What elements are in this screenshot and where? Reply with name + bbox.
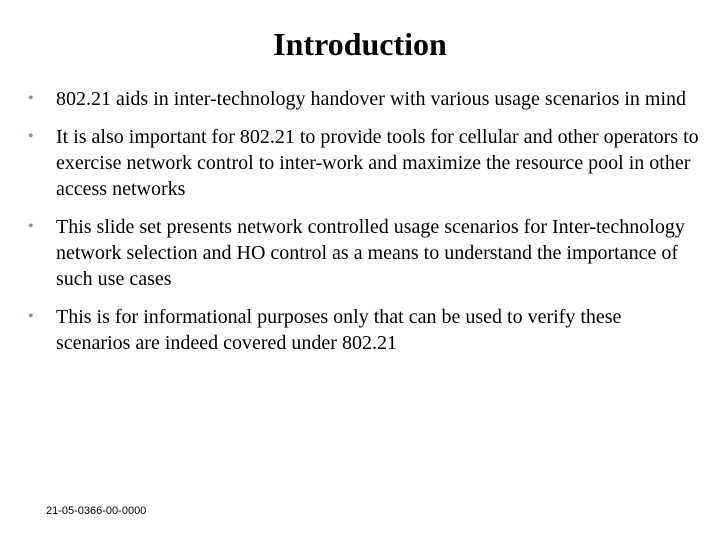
bullet-text: This is for informational purposes only that can be used to verify these scenarios are indeed covered under 802.21: [56, 306, 622, 354]
bullet-text: 802.21 aids in inter-technology handover with various usage scenarios in mind: [56, 88, 687, 110]
bullet-item: [28, 214, 700, 292]
document-number-footer: 21-05-0366-00-0000: [46, 505, 147, 517]
bullet-item: [28, 124, 700, 202]
bullet-icon: •: [28, 90, 34, 107]
bullet-item: [28, 304, 700, 356]
bullet-text: This slide set presents network controlled usage scenarios for Inter-technology network selection and HO control as a means to understand the importance of such use cases: [56, 216, 685, 290]
bullet-text: It is also important for 802.21 to provide tools for cellular and other operators to exercise network control to inter-work and maximize the resource pool in other access networks: [56, 126, 699, 200]
bullet-icon: •: [28, 218, 34, 235]
bullet-list: [28, 86, 700, 368]
bullet-icon: •: [28, 308, 34, 325]
slide-title: Introduction: [273, 26, 447, 62]
bullet-icon: •: [28, 128, 34, 145]
bullet-item: [28, 86, 700, 112]
